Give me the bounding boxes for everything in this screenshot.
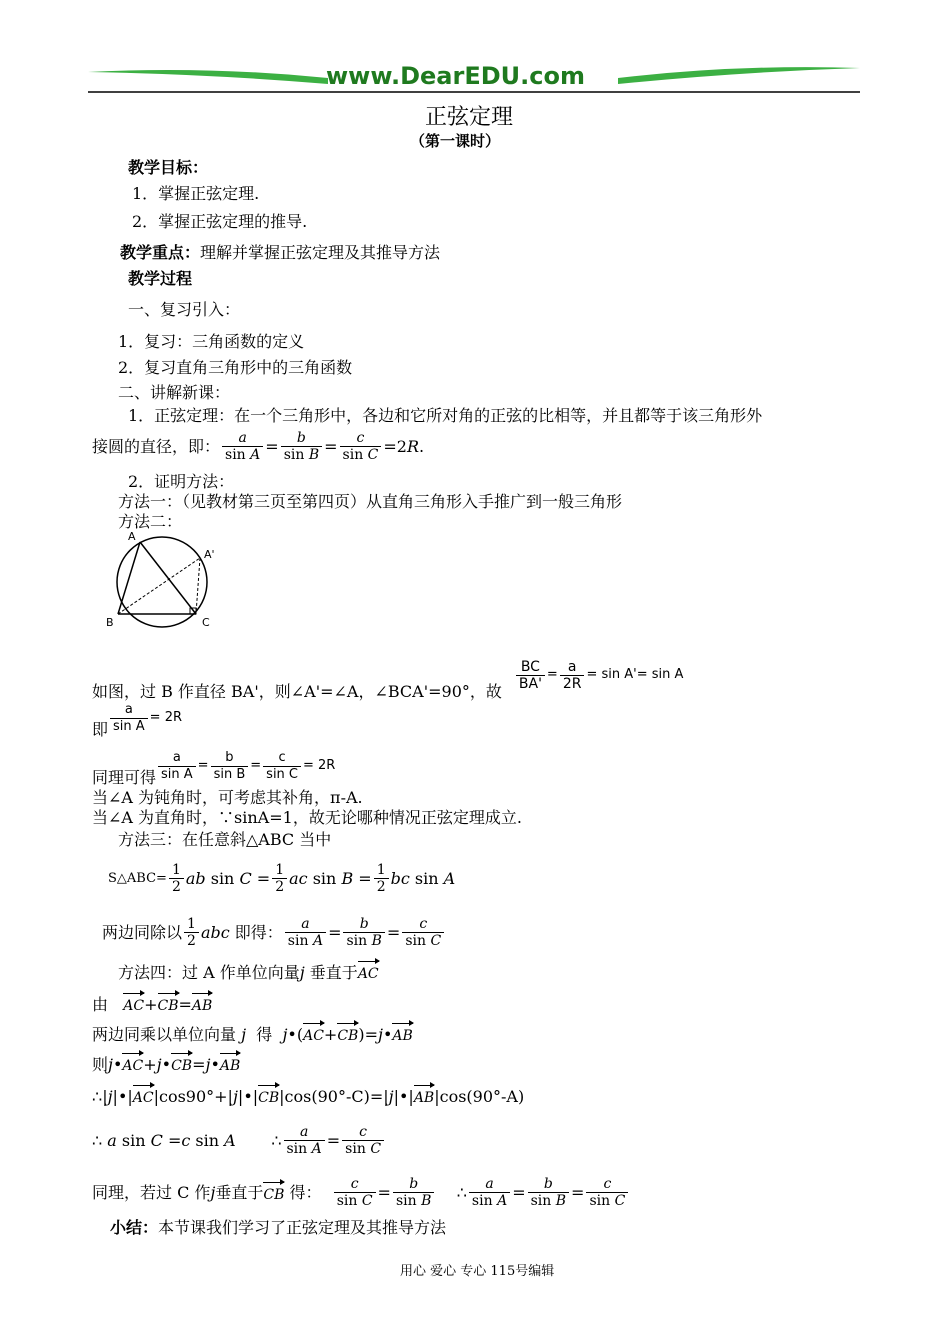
review-heading: 一、复习引入： <box>128 300 241 319</box>
footer: 用心 爱心 专心 115号编辑 <box>400 1264 555 1279</box>
proof-heading: 2．证明方法： <box>128 472 235 491</box>
vector-similarly: 同理，若过 C 作 j 垂直于 CB 得： $\frac{c}{\text{sin C}}$ = $\frac{b}{\text{sin B}}$ ∴ $\frac{a}{\text{sin A}}$ = $\frac{b}{\text{sin B}}$ = $\frac{c}{\text{sin C}}$ <box>92 1176 630 1209</box>
method1: 方法一：（见教材第三页至第四页）从直角三角形入手推广到一般三角形 <box>118 492 623 511</box>
method3-heading: 方法三：在任意斜△ABC 当中 <box>118 830 332 849</box>
method4-heading-text: 方法四：过 A 作单位向量 <box>118 963 300 982</box>
then-text: 则 <box>92 1055 109 1074</box>
similarly-text: 同理，若过 C 作 <box>92 1182 211 1202</box>
multiply-text: 两边同乘以单位向量 <box>92 1025 237 1044</box>
logo-text: www.DearEDU.com <box>326 62 585 90</box>
process-heading: 教学过程 <box>128 269 193 288</box>
method3-area: S△ABC= $\frac{1}{2}$ ab sin C = $\frac{1}{2}$ ac sin B = $\frac{1}{2}$ bc sin A <box>108 862 456 895</box>
area-label: S△ABC= <box>108 870 167 886</box>
figure-label-a: A <box>128 530 136 543</box>
review-item: 1．复习：三角函数的定义 <box>118 332 305 351</box>
method4-heading: 方法四：过 A 作单位向量j 垂直于AC <box>118 960 379 984</box>
method2-formula1: $\frac{BC}{BA'}$ = $\frac{a}{2R}$ = sin A'= sin A <box>514 659 684 692</box>
theorem-line2 <box>92 430 424 463</box>
new-lesson-heading: 二、讲解新课： <box>118 383 231 402</box>
goal-item: 2．掌握正弦定理的推导. <box>132 212 308 231</box>
key-point <box>120 243 440 263</box>
goal-item: 1．掌握正弦定理. <box>132 184 260 203</box>
method2-line4: 当∠A 为钝角时，可考虑其补角，π-A. <box>92 788 363 807</box>
header-banner <box>88 62 860 94</box>
circle-figure <box>104 528 224 630</box>
perp-text: 垂直于 <box>309 963 358 982</box>
vector-multiply: 两边同乘以单位向量 j 得 j•(AC+CB)=j•AB <box>92 1022 413 1046</box>
method2-line2-text: 即 <box>92 720 109 739</box>
got-text: 即得： <box>234 922 283 942</box>
method2-line2: 即 $\frac{a}{\text{sin A}}$ = 2R <box>92 701 183 739</box>
review-item: 2．复习直角三角形中的三角函数 <box>118 358 353 377</box>
method3-divide: 两边同除以 $\frac{1}{2}$ abc 即得： $\frac{a}{\text{sin A}}$ = $\frac{b}{\text{sin B}}$ = $\frac{c}{\text{sin C}}$ <box>102 916 446 949</box>
summary-label: 小结： <box>110 1218 159 1237</box>
key-point-text: 理解并掌握正弦定理及其推导方法 <box>200 243 441 262</box>
vector-result: ∴ a sin C = c sin A ∴ $\frac{a}{\text{sin A}}$ = $\frac{c}{\text{sin C}}$ <box>92 1124 386 1157</box>
from-text: 由 <box>92 995 109 1014</box>
vector-sum: 由 AC+CB=AB <box>92 992 212 1016</box>
key-point-label: 教学重点： <box>120 243 201 262</box>
theorem-line2-text: 接圆的直径，即： <box>92 436 221 456</box>
figure-label-b: B <box>106 616 114 629</box>
method2-line1 <box>92 648 683 702</box>
method2-heading: 方法二： <box>118 512 183 531</box>
figure-label-c: C <box>202 616 210 629</box>
method2-line3-text: 同理可得 <box>92 768 157 787</box>
method2-line3: 同理可得 $\frac{a}{\text{sin A}}$ = $\frac{b}{\text{sin B}}$ = $\frac{c}{\text{sin C}}$ = 2R <box>92 749 336 787</box>
therefore-text: ∴ <box>92 1087 103 1106</box>
figure-label-a-prime: A' <box>204 548 215 561</box>
method2-line1-text: 如图，过 B 作直径 BA'，则∠A'=∠A，∠BCA'=90°，故 <box>92 682 502 701</box>
both-sides-text: 两边同除以 <box>102 922 183 942</box>
similarly-got-text: 得： <box>289 1182 322 1202</box>
summary <box>110 1218 446 1238</box>
page-title: 正弦定理 <box>425 105 514 130</box>
method2-line5: 当∠A 为直角时，∵sinA=1，故无论哪种情况正弦定理成立. <box>92 808 522 827</box>
vector-then: 则j•AC+j•CB=j•AB <box>92 1052 240 1076</box>
goals-heading: 教学目标： <box>128 158 209 177</box>
page-subtitle: （第一课时） <box>410 132 501 150</box>
theorem-formula: $\frac{a}{\text{sin A}}$ = $\frac{b}{\text{sin B}}$ = $\frac{c}{\text{sin C}}$ =2 R . <box>220 430 424 463</box>
theorem-line1: 1．正弦定理：在一个三角形中，各边和它所对角的正弦的比相等，并且都等于该三角形外 <box>128 406 763 425</box>
summary-text: 本节课我们学习了正弦定理及其推导方法 <box>158 1218 447 1237</box>
similarly-perp-text: 垂直于 <box>215 1182 264 1202</box>
vector-cos: ∴|j|•|AC|cos90°+|j|•|CB|cos(90°-C)=|j|•|AB|cos(90°-A) <box>92 1084 524 1108</box>
got-text-4: 得 <box>256 1025 273 1044</box>
